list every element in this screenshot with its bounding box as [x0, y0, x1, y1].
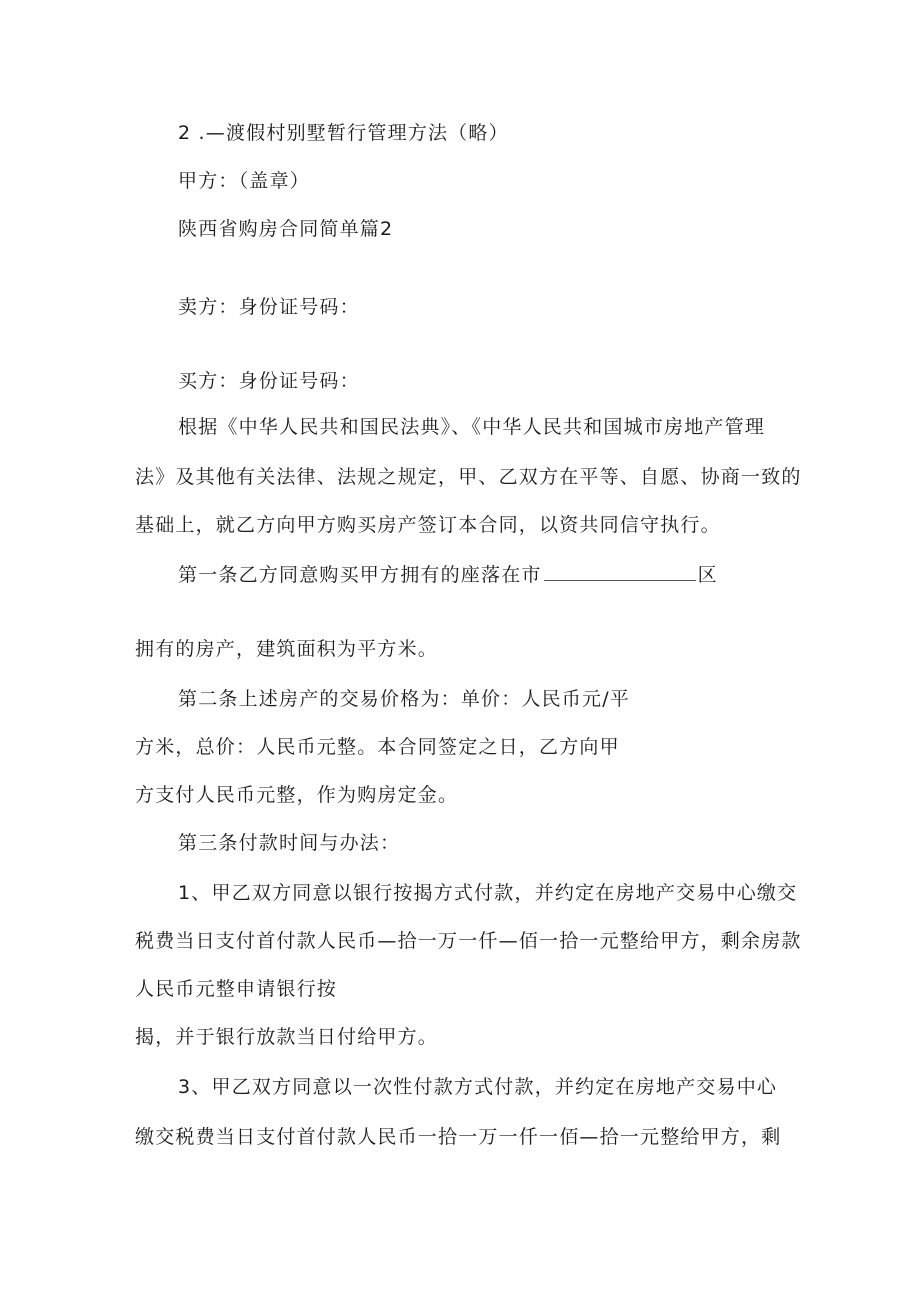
paragraph-line: 缴交税费当日支付首付款人民币一拾一万一仟一佰—拾一元整给甲方，剩	[135, 1126, 782, 1148]
clause-1-text: 第一条乙方同意购买甲方拥有的座落在市	[178, 564, 542, 586]
paragraph-line: 法》及其他有关法律、法规之规定，甲、乙双方在平等、自愿、协商一致的	[135, 466, 802, 488]
text-line: 甲方：（盖章）	[178, 170, 310, 192]
paragraph-line: 人民币元整申请银行按	[135, 978, 338, 1000]
paragraph-line: 揭，并于银行放款当日付给甲方。	[135, 1026, 439, 1048]
paragraph-line: 拥有的房产，建筑面积为平方米。	[135, 638, 439, 660]
section-heading: 陕西省购房合同简单篇2	[178, 218, 394, 240]
paragraph-line: 税费当日支付首付款人民币—拾一万一仟—佰一拾一元整给甲方，剩余房款	[135, 930, 802, 952]
paragraph-line: 根据《中华人民共和国民法典》、《中华人民共和国城市房地产管理	[178, 416, 766, 438]
clause-1-suffix: 区	[697, 564, 718, 586]
paragraph-line: 基础上，就乙方向甲方购买房产签订本合同，以资共同信守执行。	[135, 514, 721, 536]
text-line: 2 .—渡假村别墅暂行管理方法（略）	[178, 122, 509, 144]
paragraph-line: 方支付人民币元整，作为购房定金。	[135, 784, 459, 806]
clause-3-line: 第三条付款时间与办法：	[178, 832, 401, 854]
item-1-line: 1、甲乙双方同意以银行按揭方式付款，并约定在房地产交易中心缴交	[178, 882, 798, 904]
seller-line: 卖方：身份证号码：	[178, 296, 360, 318]
clause-1-line	[178, 562, 718, 588]
clause-2-line: 第二条上述房产的交易价格为：单价：人民币元/平	[178, 688, 631, 710]
paragraph-line: 方米，总价：人民币元整。本合同签定之日，乙方向甲	[135, 736, 620, 758]
item-3-line: 3、甲乙双方同意以一次性付款方式付款，并约定在房地产交易中心	[178, 1076, 778, 1098]
buyer-line: 买方：身份证号码：	[178, 370, 360, 392]
fill-in-blank	[544, 562, 696, 581]
